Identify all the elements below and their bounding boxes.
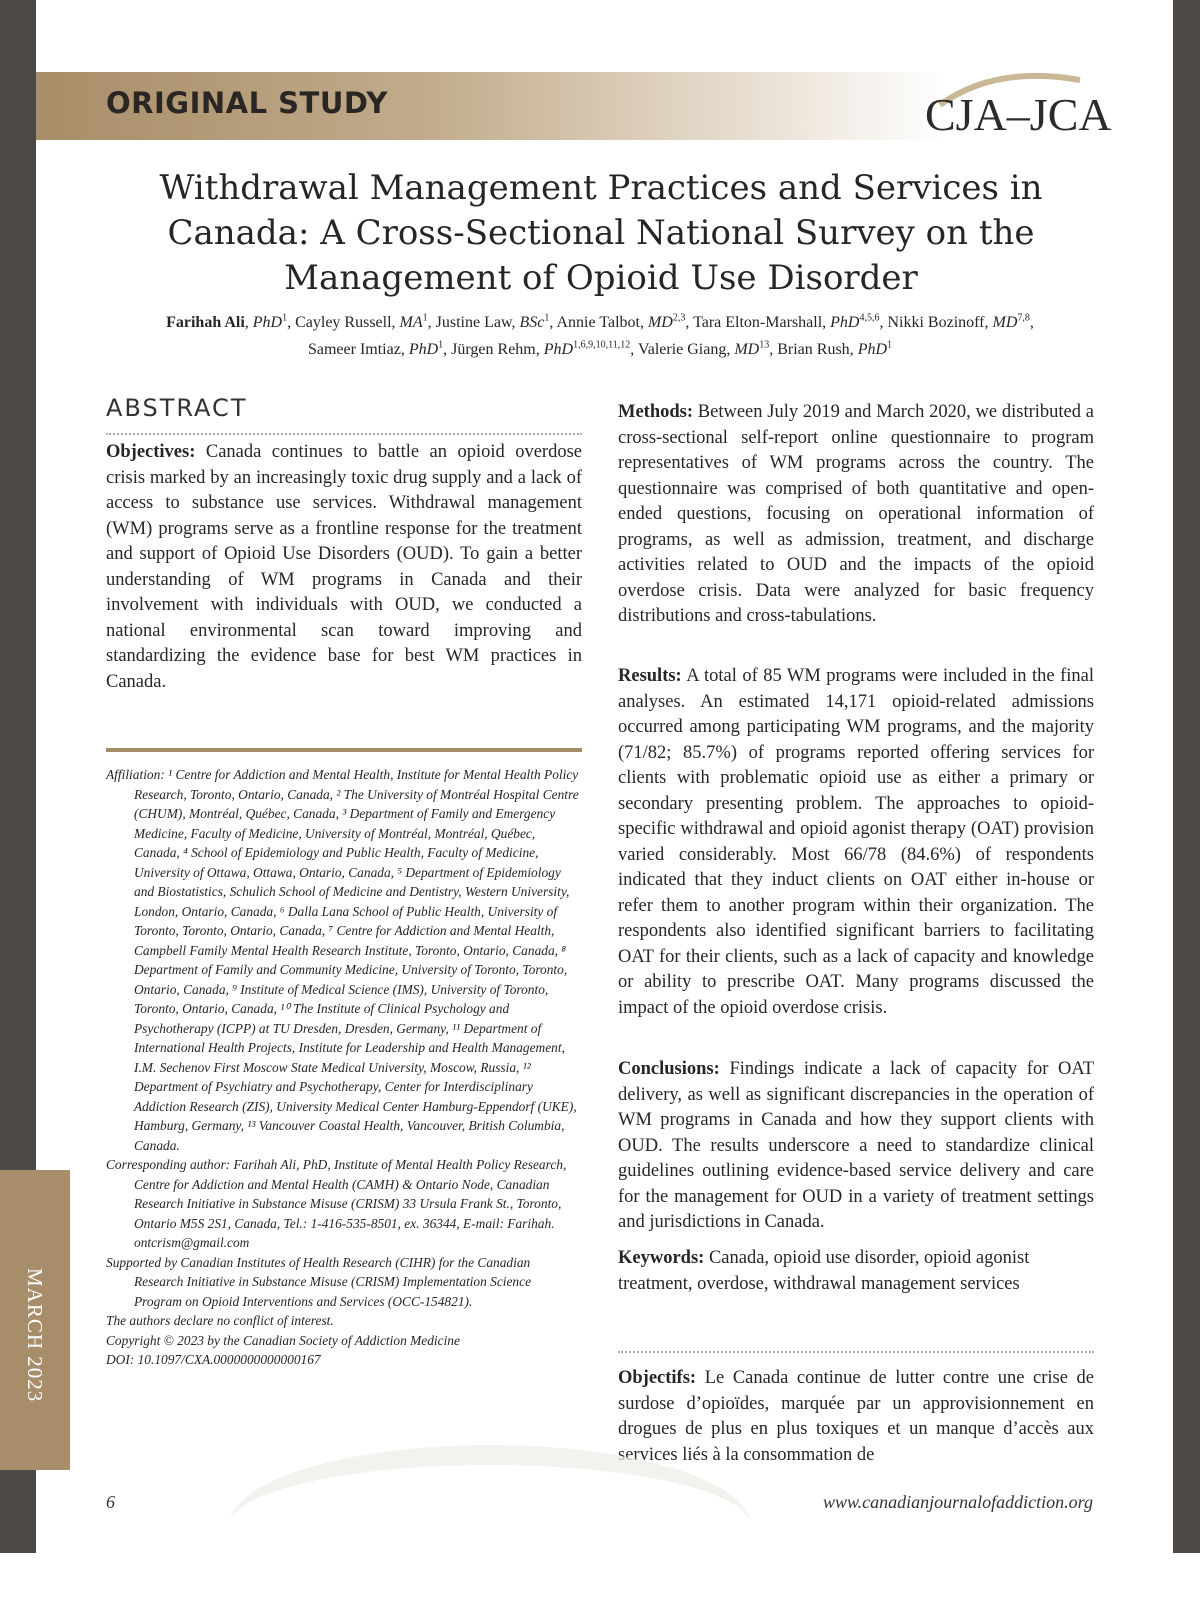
objectives-text: Canada continues to battle an opioid overdose crisis marked by an increasingly toxic drug supply and a lack of access to substance use services. Withdrawal management (WM) programs serve as a frontline response for the treatment and support of Opioid Use Disorders (OUD). To gain a better understanding of WM programs in Canada and their involvement with individuals with OUD, we conducted a national environmental scan toward improving and standardizing the evidence base for best WM practices in Canada. <box>106 442 582 692</box>
author-entry: Sameer Imtiaz, PhD$^1$, <box>307 339 452 358</box>
conflict-note: The authors declare no conflict of interest. <box>106 1313 334 1328</box>
author-degree: PhD <box>830 314 860 332</box>
abstract-divider <box>106 433 582 435</box>
author-name: Nikki Bozinoff <box>887 314 985 332</box>
keywords-label: Keywords: <box>618 1248 705 1268</box>
author-affiliation-number: 1 <box>887 339 893 351</box>
right-edge-strip <box>1173 0 1200 1553</box>
author-entry: Farihah Ali, PhD$^1$, <box>166 313 296 332</box>
footnote-divider <box>106 748 582 752</box>
author-affiliation-number: 13 <box>759 339 770 351</box>
journal-logo: CJA–JCA <box>925 89 1112 140</box>
objectifs-text: Le Canada continue de lutter contre une crise de surdose d’opioïdes, marquée par un approvisionnement en drogues de plus en plus toxiques et un manque d’accès aux services liés à la consommation de <box>618 1368 1094 1465</box>
keywords-text: Canada, opioid use disorder, opioid agonist treatment, overdose, withdrawal management services <box>618 1248 1030 1294</box>
doi-note: DOI: 10.1097/CXA.0000000000000167 <box>106 1352 321 1367</box>
author-affiliation-number: 4,5,6 <box>859 313 880 324</box>
affiliation-note: Affiliation: ¹ Centre for Addiction and Mental Health, Institute for Mental Health Policy Research, Toronto, Ontario, Canada, ² The University of Montréal Hospital Centre (CHUM), Montréal, Québec, Canada, ³ Department of Family and Emergency Medicine, Faculty of Medicine, University of Montréal, Montréal, Québec, Canada, ⁴ School of Epidemiology and Public Health, Faculty of Medicine, University of Ottawa, Ottawa, Ontario, Canada, ⁵ Department of Epidemiology and Biostatistics, Schulich School of Medicine and Dentistry, Western University, London, Ontario, Canada, ⁶ Dalla Lana School of Public Health, University of Toronto, Toronto, Ontario, Canada, ⁷ Centre for Addiction and Mental Health, Campbell Family Mental Health Research Institute, Toronto, Ontario, Canada, ⁸ Department of Family and Community Medicine, University of Toronto, Toronto, Ontario, Canada, ⁹ Institute of Medical Science (IMS), University of Toronto, Toronto, Ontario, Canada, ¹⁰ The Institute of Clinical Psychology and Psychotherapy (ICPP) at TU Dresden, Dresden, Germany, ¹¹ Department of International Health Projects, Institute for Leadership and Health Management, I.M. Sechenov First Moscow State Medical University, Moscow, Russia, ¹² Department of Psychiatry and Psychotherapy, Center for Interdisciplinary Addiction Research (ZIS), University Medical Center Hamburg-Eppendorf (UKE), Hamburg, Germany, ¹³ Vancouver Coastal Health, Vancouver, British Columbia, Canada. <box>106 767 579 1153</box>
author-name: Brian Rush <box>777 340 850 358</box>
author-name: Jürgen Rehm <box>451 340 536 358</box>
author-name: Farihah Ali <box>166 314 245 332</box>
author-degree: MD <box>734 340 760 358</box>
objectives-paragraph <box>106 440 582 695</box>
author-name: Annie Talbot <box>556 314 640 332</box>
author-name: Valerie Giang <box>637 340 727 358</box>
footnotes <box>106 765 582 1370</box>
author-affiliation-number: 7,8 <box>1017 313 1030 324</box>
objectives-label: Objectives: <box>106 442 196 462</box>
abstract-heading: ABSTRACT <box>106 394 248 422</box>
author-degree: MD <box>647 314 673 332</box>
copyright-note: Copyright © 2023 by the Canadian Society of Addiction Medicine <box>106 1332 460 1348</box>
author-degree: MA <box>399 314 423 332</box>
conclusions-label: Conclusions: <box>618 1059 720 1079</box>
support-note: Supported by Canadian Institutes of Health Research (CIHR) for the Canadian Research Initiative in Substance Misuse (CRISM) Implementation Science Program on Opioid Interventions and Services (OCC-154821). <box>106 1254 532 1309</box>
author-entry: Jürgen Rehm, PhD$^{1,6,9,10,11,12}$, <box>451 339 638 358</box>
methods-text: Between July 2019 and March 2020, we distributed a cross-sectional self-report online questionnaire to program representatives of WM programs across the country. The questionnaire was comprised of both quantitative and open-ended questions, focusing on operational information of programs, as well as admission, treatment, and discharge activities related to OUD and the impacts of the opioid overdose crisis. Data were analyzed for basic frequency distributions and cross-tabulations. <box>618 402 1094 626</box>
objectifs-label: Objectifs: <box>618 1368 697 1388</box>
author-entry: Brian Rush, PhD$^1$ <box>777 339 893 358</box>
conclusions-text: Findings indicate a lack of capacity for OAT delivery, as well as significant discrepancies in the operation of WM programs in Canada and how they support clients with OUD. The results underscore a need to standardize clinical guidelines outlining evidence-based service delivery and care for the management for OUD in a variety of treatment settings and jurisdictions in Canada. <box>618 1059 1095 1232</box>
author-affiliation-number: 1 <box>282 313 288 324</box>
author-list <box>100 308 1100 361</box>
author-affiliation-number: 1 <box>544 313 550 324</box>
author-degree: PhD <box>857 340 888 358</box>
author-entry: Cayley Russell, $MA^1$, <box>295 313 436 332</box>
author-degree: PhD <box>252 314 283 332</box>
objectifs-paragraph <box>618 1366 1094 1468</box>
results-paragraph <box>618 664 1094 1021</box>
author-name: Justine Law <box>435 314 512 332</box>
author-name: Tara Elton-Marshall <box>693 314 823 332</box>
author-entry: Nikki Bozinoff, MD$^{7,8}$, <box>887 313 1034 332</box>
author-affiliation-number: 1 <box>422 313 428 324</box>
author-affiliation-number: 2,3 <box>672 313 686 324</box>
author-name: Cayley Russell <box>295 314 392 332</box>
methods-paragraph <box>618 400 1094 630</box>
section-label: ORIGINAL STUDY <box>106 86 388 120</box>
corresponding-author-note: Corresponding author: Farihah Ali, PhD, Institute of Mental Health Policy Research, Centre for Addiction and Mental Health (CAMH) & Ontario Node, Canadian Research Initiative in Substance Misuse (CRISM) 33 Ursula Frank St., Toronto, Ontario M5S 2S1, Canada, Tel.: 1-416-535-8501, ex. 36344, E-mail: Farihah. ontcrism@gmail.com <box>106 1157 567 1250</box>
author-degree: MD <box>992 314 1018 332</box>
page-number: 6 <box>106 1492 115 1512</box>
results-label: Results: <box>618 666 682 686</box>
issue-date: MARCH 2023 <box>23 1268 47 1403</box>
methods-label: Methods: <box>618 402 694 422</box>
conclusions-paragraph <box>618 1057 1094 1236</box>
french-abstract-divider <box>618 1351 1094 1353</box>
author-degree: PhD <box>408 340 439 358</box>
keywords-paragraph <box>618 1246 1094 1297</box>
author-entry: Valerie Giang, MD$^{13}$, <box>637 339 778 358</box>
background-watermark <box>230 1445 750 1605</box>
author-affiliation-number: 1,6,9,10,11,12 <box>573 339 631 351</box>
author-entry: Annie Talbot, MD$^{2,3}$, <box>556 313 694 332</box>
author-entry: Justine Law, BSc$^1$, <box>435 313 557 332</box>
author-name: Sameer Imtiaz <box>307 340 401 358</box>
results-text: A total of 85 WM programs were included in the final analyses. An estimated 14,171 opioid-related admissions occurred among participating WM programs, and the majority (71/82; 85.7%) of programs reported offering services for clients with problematic opioid use as either a primary or secondary presenting problem. The approaches to opioid-specific withdrawal and opioid agonist therapy (OAT) provision varied considerably. Most 66/78 (84.6%) of respondents indicated that they induct clients on OAT either in-house or refer them to another program within their organization. The respondents also identified significant barriers to facilitating OAT for their clients, such as a lack of capacity and knowledge or ability to prescribe OAT. Many programs discussed the impact of the opioid overdose crisis. <box>618 666 1094 1018</box>
article-title: Withdrawal Management Practices and Services in Canada: A Cross-Sectional National Survey on the Management of Opioid Use Disorder <box>159 168 1043 298</box>
author-affiliation-number: 1 <box>438 339 444 351</box>
author-degree: BSc <box>519 314 545 332</box>
author-degree: PhD <box>543 340 574 358</box>
journal-website-link[interactable]: www.canadianjournalofaddiction.org <box>822 1492 1093 1512</box>
author-entry: Tara Elton-Marshall, PhD$^{4,5,6}$, <box>693 313 888 332</box>
